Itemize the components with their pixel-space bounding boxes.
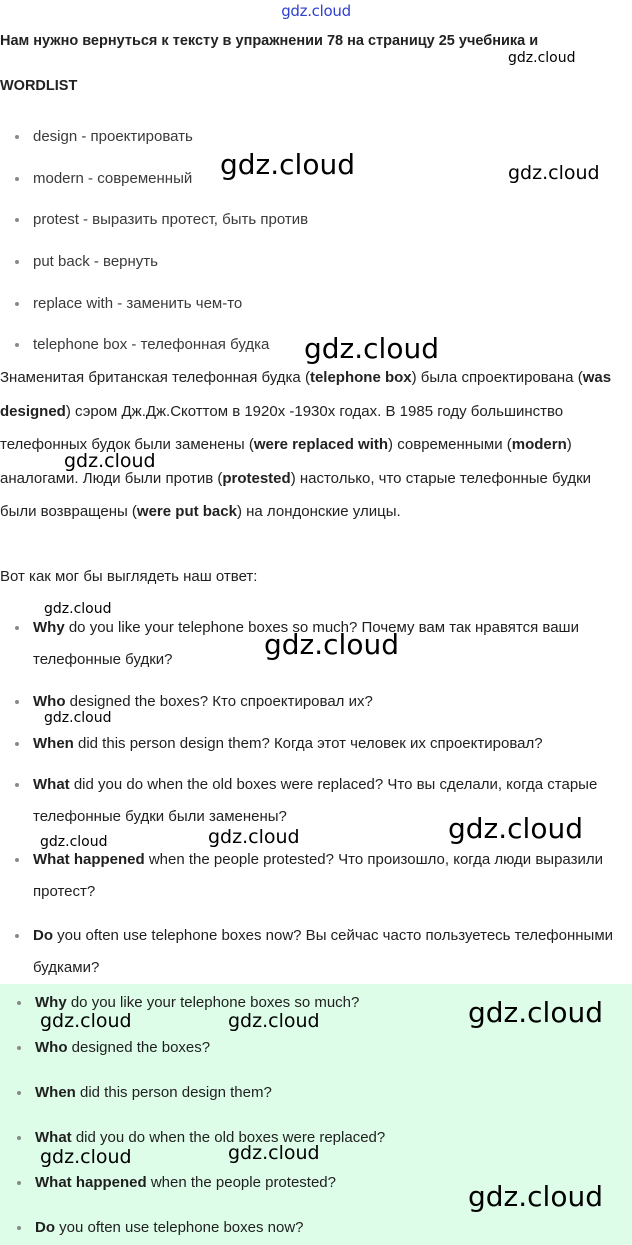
watermark: gdz.cloud — [264, 628, 399, 661]
answer-intro: Вот как мог бы выглядеть наш ответ: — [0, 568, 258, 585]
bullet-icon — [15, 783, 19, 787]
watermark: gdz.cloud — [40, 1146, 132, 1168]
watermark: gdz.cloud — [220, 148, 355, 181]
watermark: gdz.cloud — [508, 162, 600, 184]
watermark: gdz.cloud — [44, 710, 112, 726]
bullet-icon — [17, 1136, 21, 1140]
story-paragraph: Знаменитая британская телефонная будка (telephone box) была спроектирована (was designed) сэром Дж.Дж.Скоттом в 1920х -1930х годах. В 1985 году большинство телефонных будок были заменены (were replaced with) современными (modern) аналогами. Люди были против (protested) настолько, что старые телефонные будки были возвращены (were put back) на лондонские улицы. — [0, 369, 612, 520]
watermark: gdz.cloud — [64, 450, 156, 472]
bullet-icon — [15, 302, 19, 306]
bullet-icon — [17, 1181, 21, 1185]
watermark: gdz.cloud — [228, 1142, 320, 1164]
bullet-icon — [15, 135, 19, 139]
bullet-icon — [15, 742, 19, 746]
watermark: gdz.cloud — [228, 1010, 320, 1032]
intro-text: Нам нужно вернуться к тексту в упражнении 78 на страницу 25 учебника и — [0, 33, 539, 49]
header-watermark: gdz.cloud — [281, 2, 351, 20]
bullet-icon — [17, 1001, 21, 1005]
bullet-icon — [15, 934, 19, 938]
bullet-icon — [15, 218, 19, 222]
bullet-icon — [17, 1091, 21, 1095]
watermark: gdz.cloud — [208, 826, 300, 848]
wordlist-title: WORDLIST — [0, 78, 78, 94]
watermark: gdz.cloud — [468, 1180, 603, 1213]
bullet-icon — [15, 177, 19, 181]
bullet-icon — [17, 1226, 21, 1230]
bullet-icon — [15, 858, 19, 862]
watermark: gdz.cloud — [40, 1010, 132, 1032]
bullet-icon — [15, 626, 19, 630]
watermark: gdz.cloud — [304, 332, 439, 365]
watermark: gdz.cloud — [44, 601, 112, 617]
bullet-icon — [17, 1046, 21, 1050]
watermark: gdz.cloud — [40, 834, 108, 850]
watermark: gdz.cloud — [468, 996, 603, 1029]
bullet-icon — [15, 343, 19, 347]
bullet-icon — [15, 700, 19, 704]
watermark: gdz.cloud — [508, 50, 576, 66]
bullet-icon — [15, 260, 19, 264]
watermark: gdz.cloud — [448, 812, 583, 845]
